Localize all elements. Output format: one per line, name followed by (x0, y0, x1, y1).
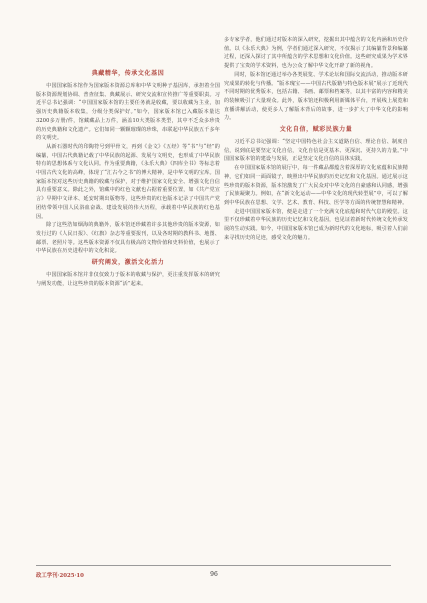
paragraph: 习近平总书记强调：“坚定中国特色社会主义道路自信、理论自信、制度自信，说到底是要坚定文化自信，文化自信是更基本、更深沉、更持久的力量。”中国国家版本馆的建设与发展，正是坚定文化自信的具体实践。 (224, 139, 408, 163)
paragraph: 在中国国家版本馆的展厅中，每一件藏品都蕴含着深厚的文化底蕴和民族精神，它们如同一面面镜子，映照出中华民族的历史记忆和文化基因。通过展示这些珍贵的版本资源，版本馆激发了广大民众对中华文化的自豪感和认同感，增强了民族凝聚力。例如，在“新文化运动——中华文化的现代转型展”中，可以了解到中华民族在思想、文学、艺术、教育、科技、医学等方面的传统智慧和精神。 (224, 165, 408, 206)
left-paragraphs-1 (36, 82, 220, 256)
section-heading-research: 研究阐发，激活文化活力 (91, 259, 165, 267)
paragraph: 中国国家版本馆作为国家版本资源总库和中华文明种子基因库，承担着全国版本资源规划协调、普查征集、典藏展示、研究交流和宣传推广等重要职责。习近平总书记强调：“中国国家版本馆的主要任务就是收藏，要以收藏为主业，加强历史典籍版本收集，分级分类保护好。”如今，国家版本馆已入藏版本量达3200多万册/件，馆藏藏品上万件，涵盖10大类版本类型，其中不乏众多珍贵的历史典籍和文化遗产。它们如同一颗颗璀璨的珍珠，串联起中华民族五千多年的文明史。 (36, 83, 220, 142)
right-paragraphs-2 (224, 138, 408, 242)
journal-footer-title: 政工学刊·2025·10 (36, 573, 84, 579)
section-heading-confidence: 文化自信，赋彩民族力量 (279, 126, 353, 134)
paragraph: 多专家学者，他们通过对版本的深入研究，挖掘出其中蕴含的文化内涵和历史价值。以《永乐大典》为例，学者们通过深入研究，不仅揭示了其编纂背景和编纂过程，还深入探讨了其中所蕴含的学术思想和文化价值。这些研究成果为学术界提供了宝贵的学术资料，也为公众了解中华文化开辟了新的视角。 (224, 37, 408, 70)
paragraph: 同时，版本馆还通过举办各类展览、学术论坛和国际交流活动，推动版本研究成果的转化与传播。“版本瑰宝——中国古代版籍与特色版本展”展示了近现代不同时期的优秀版本，包括古籍、书画、邮票和档案等，以其丰富的内容和精美的装帧吸引了大量观众。此外，版本馆还积极利用新媒体平台，开展线上展览和直播讲解活动，使更多人了解版本背后的故事，进一步扩大了中华文化的影响力。 (224, 71, 408, 122)
left-paragraphs-2 (36, 271, 220, 288)
right-column (224, 36, 408, 550)
left-column (36, 36, 220, 550)
page-number: 96 (210, 571, 218, 578)
section-heading-collection: 典藏精华，传承文化基因 (91, 70, 165, 77)
paragraph: 从新石器时代的印陶符号到甲骨文，再到《金文》《五经》等“书”与“经”的编纂，中国古代典籍记载了中华民族的起源、发展与文明史，也形成了中华民族特有的思想体系与文化认同。作为重要典籍，《永乐大典》《四库全书》等标志着中国古代文化的高峰，体现了“汇古今之书”的博大精神，是中华文明的宝库。国家版本馆对这些历史典籍的收藏与保护，对于维护国家文化安全、增强文化自信具有重要意义。除此之外，馆藏中的红色文献也占据着重要位置，如《共产党宣言》早期中文译本、延安时期出版物等，这些珍贵的红色版本记录了中国共产党团结带领中国人民浴血奋战、建设发展的伟大历程，承载着中华民族的红色基因。 (36, 143, 220, 220)
paragraph: 除了这些浩如烟海的典籍外，版本馆还珍藏着许多其他珍贵的版本资源，如发行过的《人民日报》、《红旗》杂志等重要报刊，以及各时期的教科书、地图、邮票、老照片等。这些版本资源不仅具有极高的文物价值和史料价值，也展示了中华民族在历史进程中的文化积淀。 (36, 222, 220, 255)
footer-divider (36, 565, 391, 566)
paragraph: 中国国家版本馆并非仅仅致力于版本的收藏与保护，更注重发挥版本的研究与阐发功能，让这些珍贵的版本资源“活”起来。 (36, 272, 220, 287)
paragraph: 走进中国国家版本馆，便是走进了一个充满文化底蕴和时代气息的殿堂。这里不仅珍藏着中华民族的历史记忆和文化基因，也见证着新时代传统文化传承发展的生动实践。如今，中国国家版本馆已成为新时代的文化地标，吸引着人们前来寻找历史的足迹，感受文化的魅力。 (224, 208, 408, 241)
right-paragraphs-1 (224, 36, 408, 123)
